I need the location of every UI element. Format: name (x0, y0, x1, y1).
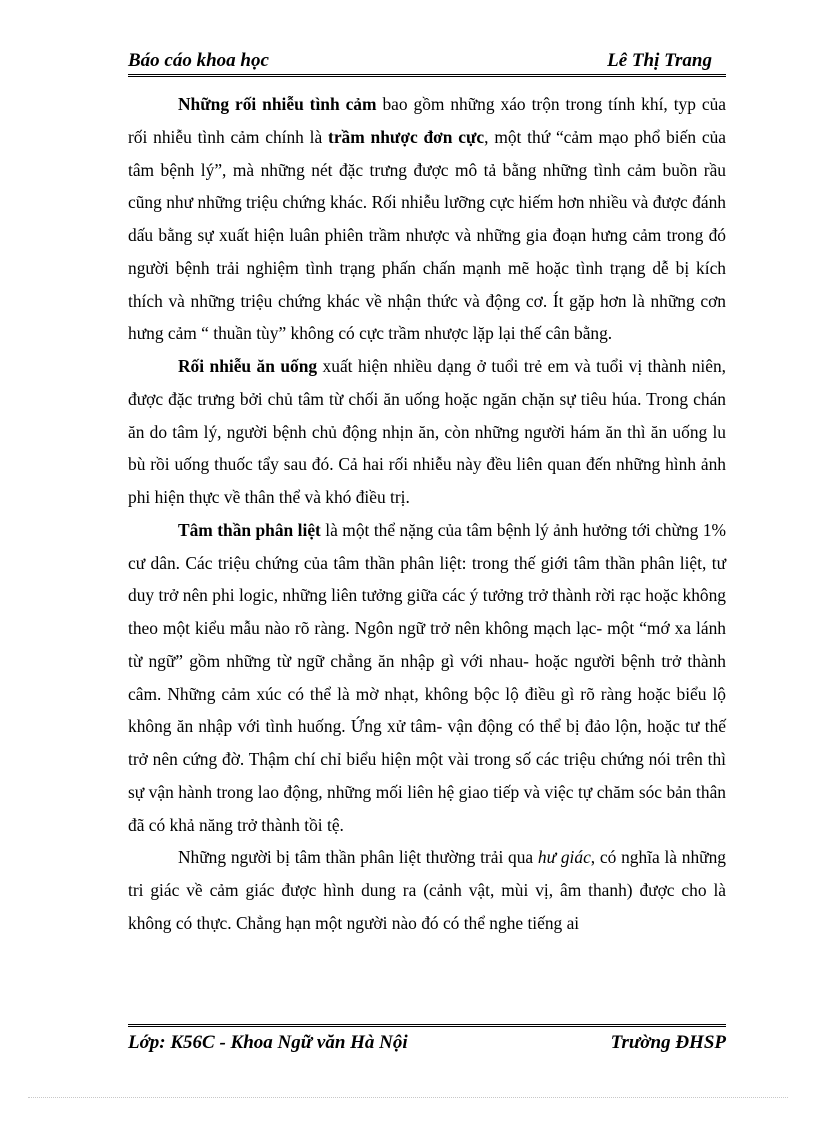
paragraph-text: bao gồm những xáo trộn trong tính khí, typ của rối nhiễu tình cảm chính là (128, 94, 726, 147)
paragraph-text: là một thể nặng của tâm bệnh lý ảnh hưởng tới chừng 1% cư dân. Các triệu chứng của tâm thần phân liệt: trong thế giới tâm thần phân liệt, tư duy trở nên phi logic, những liên tưởng giữa các ý tưởng trở thành rời rạc hoặc không theo một kiểu mẫu nào rõ ràng. Ngôn ngữ trở nên không mạch lạc- một “mớ xa lánh từ ngữ” gồm những từ ngữ chẳng ăn nhập gì với nhau- hoặc người bệnh trở thành câm. Những cảm xúc có thể là mờ nhạt, không bộc lộ điều gì rõ ràng hoặc biểu lộ không ăn nhập với tình huống. Ứng xử tâm- vận động có thể bị đảo lộn, hoặc tư thế trở nên cứng đờ. Thậm chí chỉ biểu hiện một vài trong số các triệu chứng nói trên thì sự vận hành trong lao động, những mối liên hệ giao tiếp và việc tự chăm sóc bản thân đã có khả năng trở thành tồi tệ. (128, 519, 726, 835)
footer-school-name: Trường ĐHSP (610, 1032, 726, 1053)
footer-class-info: Lớp: K56C - Khoa Ngữ văn Hà Nội (128, 1032, 408, 1053)
paragraph-text: Những người bị tâm thần phân liệt thường trải qua (178, 847, 538, 868)
header-author-name: Lê Thị Trang (607, 50, 712, 71)
term-unipolar-depression: trầm nhược đơn cực (328, 126, 485, 147)
term-schizophrenia: Tâm thần phân liệt (178, 519, 321, 540)
term-eating-disorders: Rối nhiễu ăn uống (178, 356, 318, 376)
document-body (128, 88, 726, 940)
paragraph-schizophrenia (128, 514, 726, 842)
page-footer (128, 1024, 726, 1054)
paragraph-text: xuất hiện nhiều dạng ở tuổi trẻ em và tuổi vị thành niên, được đặc trưng bởi chủ tâm từ chối ăn uống hoặc ngăn chặn sự tiêu húa. Trong chán ăn do tâm lý, người bệnh chủ động nhịn ăn, còn những người hám ăn thì ăn uống lu bù rồi uống thuốc tẩy sau đó. Cả hai rối nhiễu này đều liên quan đến những hình ảnh phi hiện thực về thân thể và khó điều trị. (128, 356, 727, 507)
term-mood-disorders: Những rối nhiễu tình cảm (178, 94, 377, 114)
paragraph-text: , một thứ “cảm mạo phổ biến của tâm bệnh lý”, mà những nét đặc trưng được mô tả bằng những tình cảm buồn rầu cũng như những triệu chứng khác. Rối nhiễu lưỡng cực hiếm hơn nhiều và được đánh dấu bằng sự xuất hiện luân phiên trầm nhược và những gia đoạn hưng cảm trong đó người bệnh trải nghiệm tình trạng phấn chấn mạnh mẽ hoặc tình trạng dễ bị kích thích và những triệu chứng khác về nhận thức và động cơ. Ít gặp hơn là những cơn hưng cảm “ thuần tùy” không có cực trầm nhược lặp lại thế cân bằng. (128, 126, 726, 344)
paragraph-text: , có nghĩa là những tri giác về cảm giác được hình dung ra (cảnh vật, mùi vị, âm thanh) được cho là không có thực. Chẳng hạn một người nào đó có thể nghe tiếng ai (128, 847, 726, 933)
page-header (128, 48, 726, 77)
term-hallucination: hư giác (537, 847, 591, 868)
paragraph-eating-disorders (128, 350, 726, 514)
paragraph-mood-disorders (128, 88, 726, 350)
header-report-title: Báo cáo khoa học (128, 50, 269, 71)
paragraph-hallucinations (128, 841, 726, 939)
page-bottom-divider (28, 1097, 788, 1098)
